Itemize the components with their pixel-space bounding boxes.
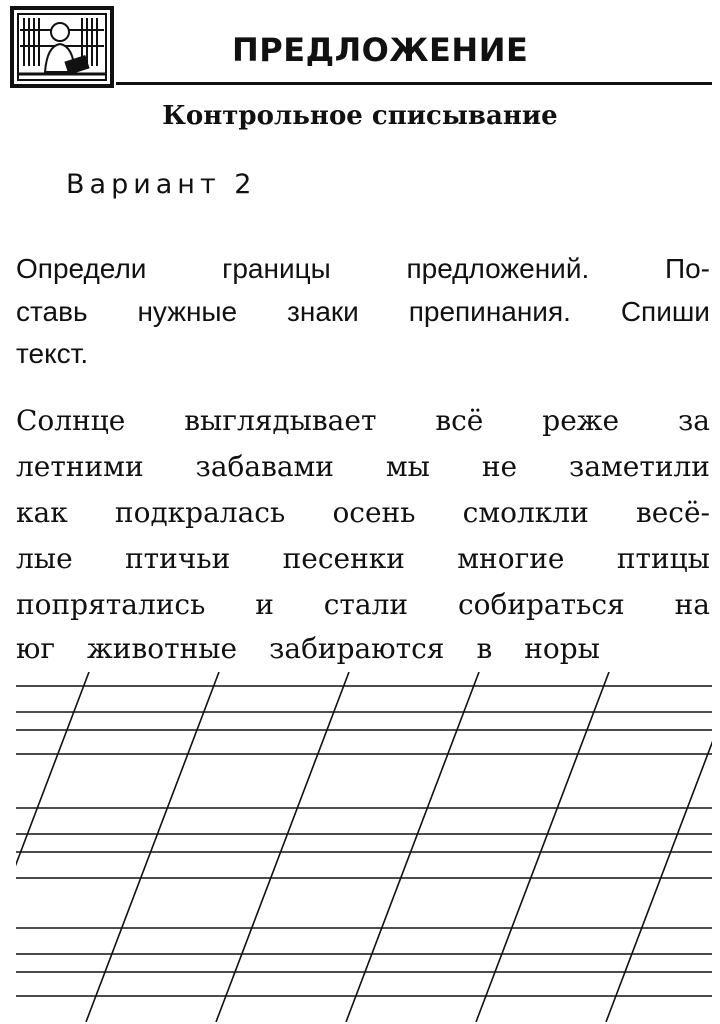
instruction-line [16, 291, 710, 333]
dictation-line [16, 444, 710, 490]
header-rule [116, 82, 712, 85]
dictation-word: подкралась [114, 496, 286, 529]
writing-slant-line [346, 672, 479, 1022]
dictation-line [16, 626, 710, 672]
dictation-word: юг [16, 632, 56, 665]
dictation-word: всё [435, 404, 484, 437]
dictation-word: и [255, 588, 274, 621]
dictation-line [16, 582, 710, 628]
dictation-word: осень [332, 496, 416, 529]
dictation-word: как [16, 496, 68, 529]
dictation-word: песенки [282, 542, 405, 575]
dictation-word: летними [16, 450, 144, 483]
dictation-word: забираются [269, 632, 445, 665]
instruction-word: текст. [16, 338, 89, 369]
dictation-word: за [678, 404, 710, 437]
dictation-word: птицы [616, 542, 710, 575]
dictation-word: на [674, 588, 710, 621]
writing-slant-line [16, 672, 89, 1022]
instruction-line [16, 248, 710, 290]
worksheet-subtitle: Контрольное списывание [162, 101, 558, 131]
instruction-word: препинания. [408, 296, 571, 327]
instruction-word: нужные [137, 296, 238, 327]
dictation-line [16, 490, 710, 536]
dictation-word: заметили [569, 450, 710, 483]
dictation-word: реже [542, 404, 620, 437]
instruction-word: предложений. [406, 253, 590, 284]
writing-slant-line [216, 672, 349, 1022]
reading-person-icon [10, 6, 114, 88]
dictation-word: в [476, 632, 493, 665]
dictation-word: забавами [195, 450, 334, 483]
handwriting-practice-grid[interactable] [16, 672, 712, 1022]
dictation-word: Солнце [16, 404, 126, 437]
dictation-line [16, 536, 710, 582]
writing-slant-line [86, 672, 219, 1022]
instruction-word: Определи [16, 253, 147, 284]
dictation-word: мы [385, 450, 430, 483]
dictation-word: птичьи [125, 542, 231, 575]
instruction-word: границы [222, 253, 331, 284]
dictation-word: весё- [635, 496, 710, 529]
dictation-word: выглядывает [184, 404, 377, 437]
dictation-line [16, 398, 710, 444]
dictation-word: не [481, 450, 518, 483]
variant-label: Вариант 2 [66, 169, 257, 200]
instruction-line [16, 333, 710, 375]
dictation-word: стали [323, 588, 409, 621]
dictation-word: смолкли [462, 496, 589, 529]
section-title: ПРЕДЛОЖЕНИЕ [232, 31, 529, 69]
dictation-word: животные [87, 632, 238, 665]
dictation-word: попрятались [16, 588, 206, 621]
instruction-word: Спиши [620, 296, 710, 327]
dictation-word: норы [524, 632, 600, 665]
instruction-word: ставь [16, 296, 88, 327]
dictation-word: лые [16, 542, 73, 575]
writing-slant-line [606, 672, 712, 1022]
instruction-word: знаки [287, 296, 359, 327]
dictation-word: собираться [457, 588, 625, 621]
instruction-word: По- [664, 253, 710, 284]
dictation-word: многие [457, 542, 565, 575]
writing-slant-line [476, 672, 609, 1022]
